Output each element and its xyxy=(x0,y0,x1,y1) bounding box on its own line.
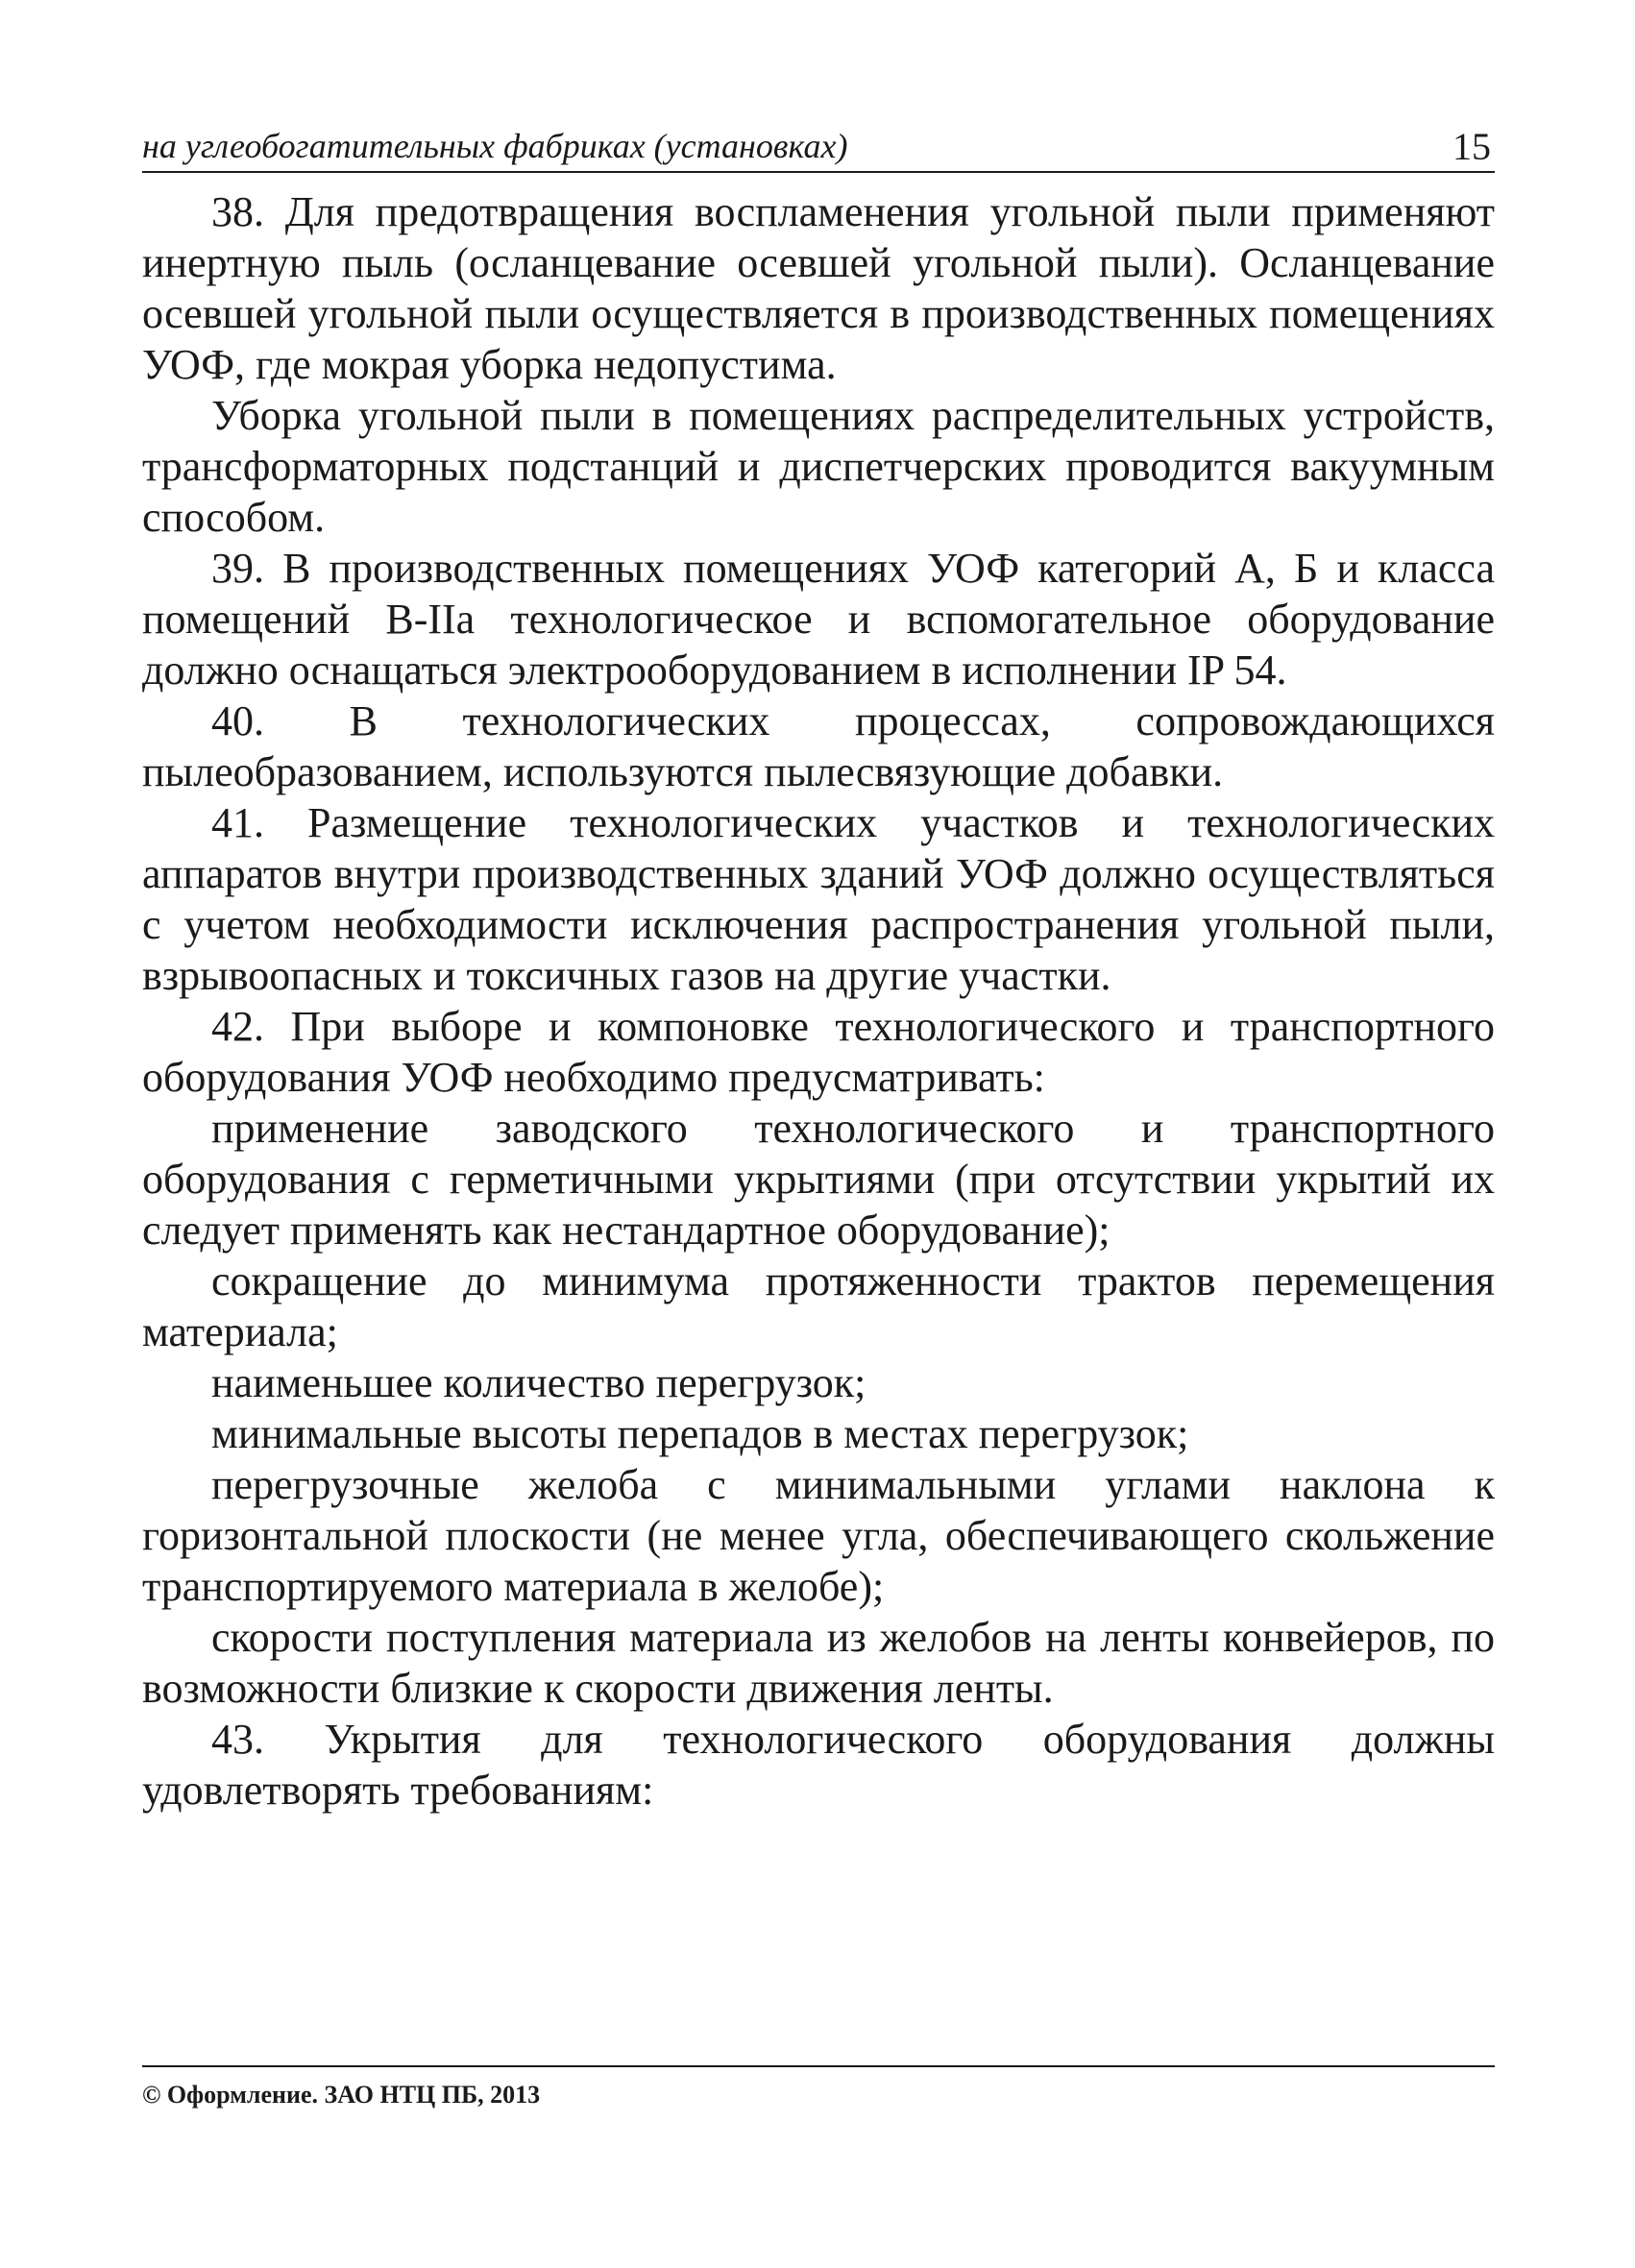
paragraph-41: 41. Размещение технологических участков и технологических аппаратов внутри производственных зданий УОФ должно осуществляться с учетом необходимости исключения распространения угольной пыли, взрывоопасных и токсичных газов на другие участки. xyxy=(142,799,1495,999)
page-footer xyxy=(142,2065,1495,2109)
list-item: минимальные высоты перепадов в местах перегрузок; xyxy=(211,1410,1189,1457)
running-header xyxy=(142,125,1495,173)
paragraph-40: 40. В технологических процессах, сопровождающихся пылеобразованием, используются пылесвязующие добавки. xyxy=(142,697,1495,795)
paragraph-dust-cleaning: Уборка угольной пыли в помещениях распределительных устройств, трансформаторных подстанций и диспетчерских проводится вакуумным способом. xyxy=(142,392,1495,541)
page xyxy=(142,125,1495,1816)
list-item: сокращение до минимума протяженности трактов перемещения материала; xyxy=(142,1257,1495,1355)
list-item: применение заводского технологического и транспортного оборудования с герметичными укрытиями (при отсутствии укрытий их следует применять как нестандартное оборудование); xyxy=(142,1105,1495,1254)
running-title: на углеобогатительных фабриках (установках) xyxy=(142,127,848,165)
body-text xyxy=(142,186,1495,1816)
paragraph-38: 38. Для предотвращения воспламенения угольной пыли применяют инертную пыль (осланцевание осевшей угольной пыли). Осланцевание осевшей угольной пыли осуществляется в производственных помещениях УОФ, где мокрая уборка недопустима. xyxy=(142,188,1495,388)
paragraph-43: 43. Укрытия для технологического оборудования должны удовлетворять требованиям: xyxy=(142,1716,1495,1814)
copyright-notice: © Оформление. ЗАО НТЦ ПБ, 2013 xyxy=(142,2081,541,2109)
list-item: наименьшее количество перегрузок; xyxy=(211,1359,866,1406)
paragraph-39: 39. В производственных помещениях УОФ категорий А, Б и класса помещений В-IIа технологическое и вспомогательное оборудование должно оснащаться электрооборудованием в исполнении IP 54. xyxy=(142,545,1495,694)
list-item: скорости поступления материала из желобов на ленты конвейеров, по возможности близкие к скорости движения ленты. xyxy=(142,1614,1495,1712)
list-item: перегрузочные желоба с минимальными углами наклона к горизонтальной плоскости (не менее угла, обеспечивающего скольжение транспортируемого материала в желобе); xyxy=(142,1461,1495,1610)
paragraph-42: 42. При выборе и компоновке технологического и транспортного оборудования УОФ необходимо предусматривать: xyxy=(142,1003,1495,1101)
page-number: 15 xyxy=(1452,125,1491,168)
